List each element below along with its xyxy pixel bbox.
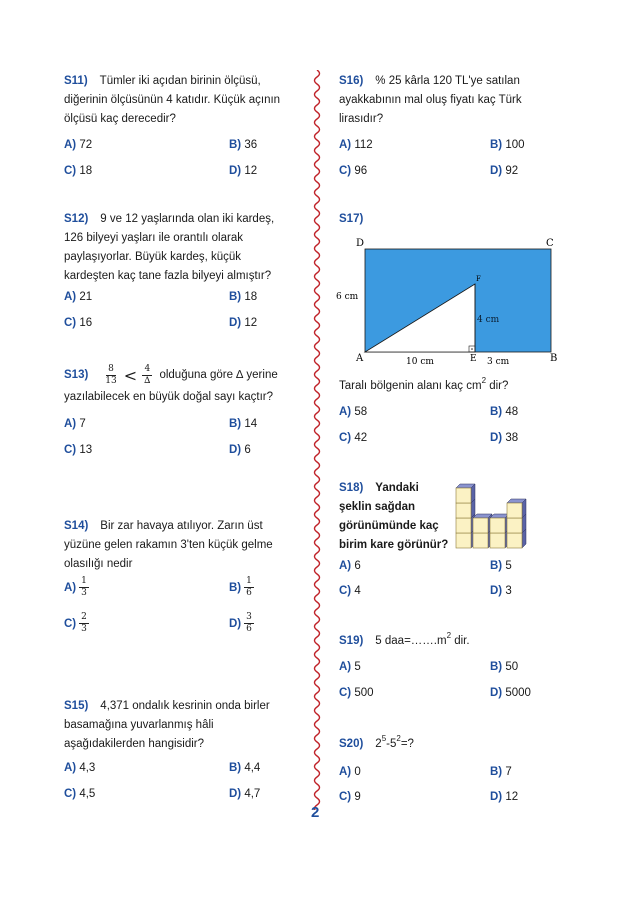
question-number: S12) — [64, 213, 89, 225]
option-label: C) — [339, 687, 352, 699]
option-label: A) — [339, 560, 352, 572]
option-value: 4 — [354, 585, 361, 597]
question-text-line: Taralı bölgenin alanı kaç cm — [339, 380, 482, 392]
option-value: 6 — [354, 560, 361, 572]
question-text-line: Yandaki — [375, 482, 419, 494]
option-value: 5 — [354, 661, 361, 673]
question-text-line: % 25 kârla 120 TL'ye satılan — [375, 75, 520, 87]
question-text-line: görünümünde kaç — [339, 520, 439, 532]
option-label: B) — [229, 581, 242, 594]
option-d[interactable] — [490, 163, 518, 179]
option-value: 0 — [354, 766, 361, 778]
option-label: D) — [229, 165, 242, 177]
vertex-e: E — [470, 354, 477, 364]
option-label: A) — [64, 581, 77, 594]
option-d[interactable] — [229, 786, 260, 802]
option-label: B) — [229, 139, 242, 151]
denominator: 6 — [246, 588, 252, 598]
option-b[interactable] — [490, 659, 518, 675]
vertex-a: A — [356, 353, 364, 364]
option-a[interactable] — [64, 137, 92, 153]
option-value: 6 — [244, 444, 251, 456]
option-label: A) — [64, 418, 77, 430]
numerator: 8 — [108, 363, 114, 374]
option-label: D) — [490, 687, 503, 699]
unit-cube — [456, 484, 475, 503]
option-c[interactable] — [64, 612, 92, 635]
option-a[interactable] — [339, 764, 361, 780]
label-4cm: 4 cm — [477, 315, 500, 325]
option-label: D) — [490, 432, 503, 444]
option-b[interactable] — [490, 137, 525, 153]
option-d[interactable] — [229, 612, 257, 635]
option-a[interactable] — [64, 416, 86, 432]
right-angle-dot — [471, 348, 473, 350]
option-d[interactable] — [229, 442, 251, 458]
option-d[interactable] — [490, 583, 512, 599]
option-value: 38 — [505, 432, 519, 444]
superscript: 5 — [381, 734, 387, 744]
option-value: 112 — [354, 139, 373, 151]
label-6cm: 6 cm — [336, 292, 359, 302]
option-c[interactable] — [64, 163, 92, 179]
denominator: 13 — [105, 375, 117, 386]
option-c[interactable] — [339, 430, 367, 446]
option-value: 72 — [79, 139, 93, 151]
fraction — [103, 364, 118, 387]
option-value: 12 — [244, 317, 258, 329]
option-c[interactable] — [339, 789, 361, 805]
denominator: 6 — [246, 624, 252, 634]
option-value: 4,4 — [244, 762, 261, 774]
option-c[interactable] — [339, 583, 361, 599]
question-text-line: birim kare görünür? — [339, 539, 449, 551]
question-12 — [64, 210, 304, 286]
option-value: 92 — [505, 165, 519, 177]
option-value: 4,3 — [79, 762, 96, 774]
option-value: 13 — [79, 444, 93, 456]
question-text-line: paylaşıyorlar. Büyük kardeş, küçük — [64, 251, 242, 263]
option-b[interactable] — [229, 137, 257, 153]
option-label: A) — [64, 762, 77, 774]
option-value: 500 — [354, 687, 374, 699]
option-value: 96 — [354, 165, 368, 177]
question-text-line: 126 bilyeyi yaşları ile orantılı olarak — [64, 232, 243, 244]
numerator: 4 — [144, 363, 151, 374]
question-number: S16) — [339, 75, 364, 87]
question-15 — [64, 697, 304, 754]
question-number: S15) — [64, 700, 89, 712]
option-label: C) — [64, 617, 77, 630]
option-label: C) — [339, 432, 352, 444]
option-value: 5000 — [505, 687, 531, 699]
question-17-text — [339, 377, 508, 396]
question-number: S18) — [339, 482, 364, 494]
option-value: 14 — [244, 418, 258, 430]
option-value: 18 — [79, 165, 93, 177]
option-label: B) — [490, 560, 503, 572]
unit-cubes-figure — [452, 472, 556, 552]
option-label: A) — [64, 291, 77, 303]
question-text-line: dir. — [451, 635, 470, 647]
option-label: B) — [490, 766, 503, 778]
option-b[interactable] — [490, 764, 512, 780]
option-c[interactable] — [64, 786, 95, 802]
option-label: D) — [229, 317, 242, 329]
question-text-line: yazılabilecek en büyük doğal sayı kaçtır? — [64, 391, 274, 403]
option-label: D) — [490, 585, 503, 597]
option-a[interactable] — [339, 137, 373, 153]
expression-part: 2 — [375, 738, 382, 750]
option-a[interactable] — [64, 760, 95, 776]
question-17 — [339, 210, 375, 229]
option-label: D) — [229, 617, 242, 630]
question-16 — [339, 72, 579, 129]
option-label: C) — [64, 444, 77, 456]
option-label: C) — [64, 788, 77, 800]
question-19 — [339, 632, 470, 651]
question-text-line: ölçüsü kaç derecedir? — [64, 113, 176, 125]
option-a[interactable] — [339, 659, 361, 675]
question-text-line: dir? — [486, 380, 509, 392]
column-divider — [308, 70, 326, 810]
option-value: 7 — [505, 766, 512, 778]
question-number: S17) — [339, 213, 364, 225]
question-text-line: olduğuna göre ∆ yerine — [159, 368, 278, 381]
option-d[interactable] — [490, 685, 531, 701]
option-label: C) — [339, 791, 352, 803]
question-text-line: aşağıdakilerden hangisidir? — [64, 738, 205, 750]
option-label: B) — [490, 661, 503, 673]
option-value: 16 — [79, 317, 93, 329]
option-value: 4,5 — [79, 788, 96, 800]
option-c[interactable] — [64, 315, 92, 331]
numerator: 3 — [246, 612, 252, 622]
option-label: B) — [229, 762, 242, 774]
less-than-sign: < — [123, 365, 138, 385]
question-text-line: diğerinin ölçüsünün 4 katıdır. Küçük açının — [64, 94, 281, 106]
option-value: 50 — [505, 661, 519, 673]
question-number: S20) — [339, 738, 364, 750]
unit-cube — [473, 514, 492, 533]
question-14 — [64, 517, 304, 574]
fraction — [79, 576, 89, 599]
option-label: B) — [490, 406, 503, 418]
vertex-f: F — [476, 275, 481, 283]
option-label: C) — [64, 165, 77, 177]
option-value: 58 — [354, 406, 368, 418]
question-text-line: lirasıdır? — [339, 113, 384, 125]
fraction — [142, 364, 152, 387]
option-value: 12 — [505, 791, 519, 803]
option-value: 42 — [354, 432, 368, 444]
option-c[interactable] — [339, 685, 374, 701]
option-a[interactable] — [64, 289, 92, 305]
option-c[interactable] — [339, 163, 367, 179]
option-value: 36 — [244, 139, 258, 151]
option-label: B) — [229, 291, 242, 303]
option-label: D) — [229, 444, 242, 456]
option-value: 5 — [505, 560, 512, 572]
vertex-c: C — [546, 238, 554, 249]
option-b[interactable] — [229, 760, 260, 776]
option-label: A) — [339, 766, 352, 778]
question-number: S14) — [64, 520, 89, 532]
option-value: 100 — [505, 139, 525, 151]
option-value: 18 — [244, 291, 258, 303]
unit-cube — [490, 514, 509, 533]
expression-part: -5 — [386, 738, 397, 750]
question-18 — [339, 479, 457, 555]
numerator: 2 — [81, 612, 87, 622]
question-number: S13) — [64, 368, 89, 381]
label-10cm: 10 cm — [406, 357, 434, 367]
option-value: 3 — [505, 585, 512, 597]
fraction — [79, 612, 89, 635]
option-b[interactable] — [490, 558, 512, 574]
option-d[interactable] — [490, 789, 518, 805]
option-d[interactable] — [490, 430, 518, 446]
option-b[interactable] — [229, 416, 257, 432]
question-20 — [339, 735, 414, 754]
denominator: 3 — [81, 624, 87, 634]
option-b[interactable] — [229, 289, 257, 305]
option-label: D) — [229, 788, 242, 800]
option-label: C) — [64, 317, 77, 329]
question-text-line: 9 ve 12 yaşlarında olan iki kardeş, — [100, 213, 275, 225]
option-d[interactable] — [229, 315, 257, 331]
numerator: 1 — [81, 576, 87, 586]
option-label: D) — [490, 791, 503, 803]
option-label: A) — [339, 139, 352, 151]
superscript: 2 — [396, 734, 401, 744]
option-value: 48 — [505, 406, 519, 418]
option-b[interactable] — [229, 576, 257, 599]
option-label: C) — [339, 165, 352, 177]
option-label: A) — [339, 661, 352, 673]
fraction — [244, 612, 254, 635]
option-a[interactable] — [64, 576, 92, 599]
option-d[interactable] — [229, 163, 257, 179]
question-text-line: yüzüne gelen rakamın 3'ten küçük gelme — [64, 539, 273, 551]
expression-part: =? — [400, 738, 414, 750]
superscript: 2 — [481, 376, 487, 386]
superscript: 2 — [446, 631, 452, 641]
question-11 — [64, 72, 304, 129]
question-text-line: basamağına yuvarlanmış hâli — [64, 719, 214, 731]
option-label: B) — [490, 139, 503, 151]
option-a[interactable] — [339, 404, 367, 420]
page-number: 2 — [311, 804, 320, 821]
option-label: C) — [339, 585, 352, 597]
option-b[interactable] — [490, 404, 518, 420]
question-number: S19) — [339, 635, 364, 647]
question-text-line: 4,371 ondalık kesrinin onda birler — [100, 700, 270, 712]
question-text-line: ayakkabının mal oluş fiyatı kaç Türk — [339, 94, 522, 106]
question-number: S11) — [64, 75, 88, 87]
question-text-line: kardeşten kaç tane fazla bilyeyi almıştır? — [64, 270, 272, 282]
question-text-line: Tümler iki açıdan birinin ölçüsü, — [99, 75, 261, 87]
option-label: A) — [339, 406, 352, 418]
label-3cm: 3 cm — [487, 357, 510, 367]
option-label: B) — [229, 418, 242, 430]
question-text-line: Bir zar havaya atılıyor. Zarın üst — [100, 520, 263, 532]
unit-cube — [507, 499, 526, 518]
question-13 — [64, 362, 304, 407]
option-value: 9 — [354, 791, 361, 803]
vertex-b: B — [550, 353, 558, 364]
denominator: ∆ — [144, 375, 151, 386]
fraction — [244, 576, 254, 599]
option-value: 4,7 — [244, 788, 261, 800]
numerator: 1 — [246, 576, 252, 586]
option-value: 12 — [244, 165, 258, 177]
option-label: D) — [490, 165, 503, 177]
option-value: 7 — [79, 418, 86, 430]
option-a[interactable] — [339, 558, 361, 574]
question-text-line: 5 daa=…….m — [375, 635, 447, 647]
geometry-figure — [336, 234, 566, 368]
option-label: A) — [64, 139, 77, 151]
denominator: 3 — [81, 588, 87, 598]
question-text-line: şeklin sağdan — [339, 501, 416, 513]
question-text-line: olasılığı nedir — [64, 558, 133, 570]
option-c[interactable] — [64, 442, 92, 458]
option-value: 21 — [79, 291, 93, 303]
vertex-d: D — [356, 238, 365, 249]
